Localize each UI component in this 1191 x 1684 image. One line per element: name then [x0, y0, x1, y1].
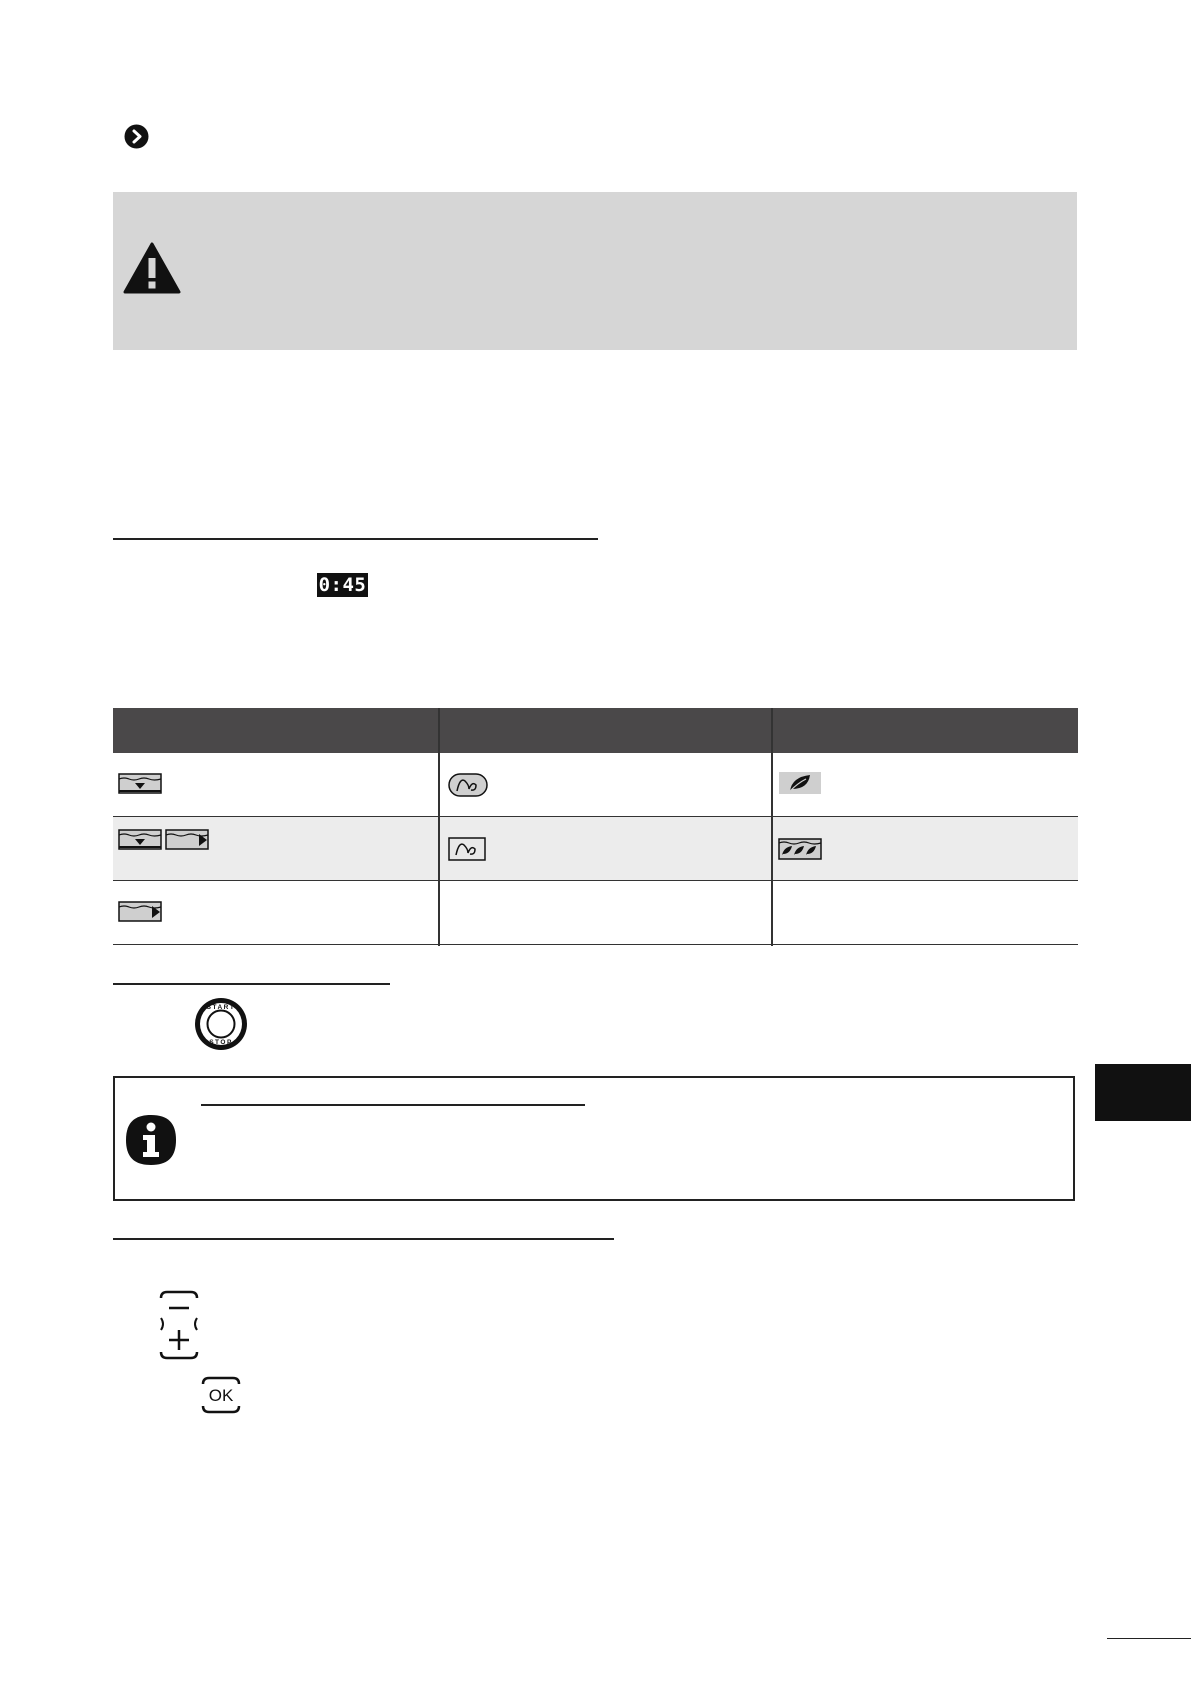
table-row — [113, 753, 1078, 817]
start-label: START — [206, 1004, 236, 1011]
spin-oval-icon — [448, 773, 488, 797]
page-number-rule — [1107, 1638, 1191, 1639]
info-icon — [125, 1114, 177, 1166]
table-row — [113, 817, 1078, 881]
table-divider — [771, 708, 773, 946]
ok-button-icon — [199, 1376, 243, 1414]
drain-icon — [118, 901, 162, 923]
triple-leaf-icon — [778, 837, 822, 861]
water-level-down-icon — [118, 829, 162, 851]
info-heading-underline — [201, 1104, 585, 1106]
table-header — [113, 708, 1078, 753]
drain-icon — [165, 829, 209, 851]
heading-underline — [113, 1238, 614, 1240]
heading-underline — [113, 983, 390, 985]
table-row — [113, 881, 1078, 945]
timer-display: 0:45 — [318, 574, 367, 596]
program-table — [113, 708, 1078, 946]
table-divider — [438, 708, 440, 946]
minus-plus-buttons-icon — [157, 1290, 201, 1360]
warning-box — [113, 192, 1077, 350]
heading-underline — [113, 538, 598, 540]
water-level-down-icon — [118, 773, 162, 795]
section-tab — [1095, 1064, 1191, 1121]
ok-label: OK — [208, 1386, 234, 1405]
stop-label: STOP — [209, 1039, 233, 1046]
warning-triangle-icon — [123, 242, 181, 294]
info-box — [113, 1076, 1075, 1201]
start-stop-button-icon — [193, 996, 249, 1052]
eco-leaf-icon — [778, 771, 822, 795]
spin-rect-icon — [448, 837, 486, 861]
chevron-right-circle-icon — [124, 124, 149, 149]
